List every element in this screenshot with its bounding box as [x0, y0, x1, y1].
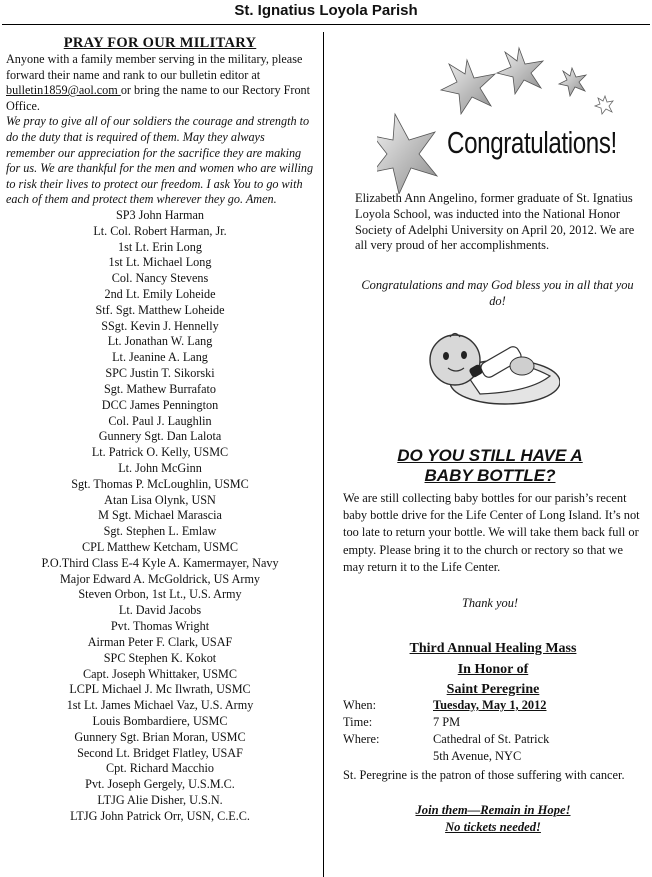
when-label: When: — [343, 698, 377, 712]
small-star-icon — [559, 68, 586, 96]
military-section — [6, 35, 314, 825]
header-divider — [2, 24, 650, 25]
mass-location-line2: 5th Avenue, NYC — [433, 749, 522, 763]
where-label: Where: — [343, 732, 380, 746]
healing-mass-title — [335, 639, 651, 701]
military-name-item: SPC Stephen K. Kokot — [103, 650, 217, 665]
mass-time: 7 PM — [433, 715, 461, 729]
mass-closing-line2: No tickets needed! — [445, 820, 541, 834]
mass-closing — [335, 802, 651, 836]
military-name-item: 1st Lt. Erin Long — [118, 239, 202, 254]
military-name-item: Lt. John McGinn — [118, 460, 202, 475]
military-name-item: LTJG Alie Disher, U.S.N. — [97, 793, 223, 807]
column-divider — [323, 32, 324, 877]
baby-bottle-title-line1: DO YOU STILL HAVE A — [397, 446, 583, 465]
military-name-item: Lt. Jeanine A. Lang — [112, 350, 208, 365]
military-name-item: LCPL Michael J. Mc Ilwrath, USMC — [69, 682, 251, 697]
mass-where-row — [343, 731, 648, 765]
military-name-item: Lt. David Jacobs — [118, 603, 202, 618]
intro-text-start: Anyone with a family member serving in the military, please forward their name and rank to our bulletin editor at — [6, 52, 303, 82]
military-name-item: Gunnery Sgt. Brian Moran, USMC — [74, 729, 246, 744]
military-name-item: DCC James Pennington — [101, 397, 219, 412]
military-name-item: M Sgt. Michael Marascia — [98, 508, 222, 523]
military-name-item: Pvt. Thomas Wright — [110, 619, 210, 634]
congratulations-banner: Congratulations! — [447, 125, 617, 160]
tiny-star-icon — [595, 96, 613, 114]
baby-bottle-title — [335, 446, 645, 486]
military-name-item: 1st Lt. James Michael Vaz, U.S. Army — [66, 698, 254, 713]
bulletin-email-link[interactable]: bulletin1859@aol.com — [6, 83, 121, 98]
military-intro — [6, 52, 314, 114]
time-label: Time: — [343, 715, 373, 729]
military-names-list — [6, 208, 314, 825]
baby-bottle-body: We are still collecting baby bottles for our parish’s recent baby bottle drive for the Life Center of Long Island. It’s not too late to return your bottle. We will take them back full or empty. Please bring it to the church or rectory so that we may return it to the Life Center. — [343, 491, 640, 574]
baby-with-bottle-icon — [410, 332, 560, 410]
military-name-item: Col. Paul J. Laughlin — [108, 413, 212, 428]
military-name-item: 1st Lt. Michael Long — [108, 255, 212, 270]
military-name-item: Gunnery Sgt. Dan Lalota — [98, 429, 222, 444]
military-prayer: We pray to give all of our soldiers the courage and strength to do the duty that is required of them. May they always remember our appreciation for the sacrifice they are making for us. We are thankful for the men and women who are willing to risk their lives to protect our freedom. I ask You to go with each of them and protect them wherever they go. Amen. — [6, 114, 314, 207]
mass-closing-line1: Join them—Remain in Hope! — [415, 803, 571, 817]
large-star-icon — [377, 114, 437, 194]
military-name-item: Atan Lisa Olynk, USN — [104, 492, 216, 507]
intro-text-end: or bring the name to our Rectory Front Office. — [6, 83, 311, 113]
military-name-item: Lt. Col. Robert Harman, Jr. — [93, 223, 227, 238]
military-name-item: Steven Orbon, 1st Lt., U.S. Army — [78, 587, 242, 602]
military-name-item: Louis Bombardiere, USMC — [92, 713, 228, 728]
military-name-item: CPL Matthew Ketcham, USMC — [82, 540, 238, 554]
military-name-item: Sgt. Mathew Burrafato — [103, 381, 217, 396]
military-name-item: Capt. Joseph Whittaker, USMC — [83, 666, 237, 681]
military-name-item: Col. Nancy Stevens — [111, 271, 209, 286]
military-name-item: Airman Peter F. Clark, USAF — [87, 634, 233, 649]
mass-date: Tuesday, May 1, 2012 — [433, 698, 547, 712]
mass-when-row — [343, 697, 648, 714]
star-icon — [497, 48, 543, 94]
military-name-item: 2nd Lt. Emily Loheide — [104, 287, 216, 301]
military-name-item: LTJG John Patrick Orr, USN, C.E.C. — [70, 808, 250, 823]
baby-bottle-thanks: Thank you! — [461, 596, 519, 610]
military-name-item: SSgt. Kevin J. Hennelly — [101, 318, 219, 333]
military-name-item: Lt. Patrick O. Kelly, USMC — [91, 445, 229, 460]
military-name-item: Major Edward A. McGoldrick, US Army — [59, 571, 261, 586]
mass-title-line2: In Honor of — [457, 661, 529, 677]
mass-location-line1: Cathedral of St. Patrick — [433, 732, 550, 746]
military-name-item: Lt. Jonathan W. Lang — [107, 334, 213, 349]
military-title: PRAY FOR OUR MILITARY — [63, 35, 257, 51]
mass-title-line3: Saint Peregrine — [446, 682, 540, 697]
military-name-item: Sgt. Stephen L. Emlaw — [103, 524, 217, 539]
star-icon — [441, 60, 495, 114]
mass-location — [433, 731, 648, 765]
military-name-item: Sgt. Thomas P. McLoughlin, USMC — [71, 476, 249, 491]
military-name-item: SP3 John Harman — [115, 207, 205, 222]
military-name-item: Pvt. Joseph Gergely, U.S.M.C. — [85, 777, 235, 792]
baby-bottle-title-line2: BABY BOTTLE? — [424, 466, 556, 485]
military-name-item: P.O.Third Class E-4 Kyle A. Kamermayer, Navy — [41, 555, 279, 570]
mass-time-row — [343, 714, 648, 731]
mass-details — [343, 697, 648, 765]
military-name-item: Stf. Sgt. Matthew Loheide — [95, 302, 225, 317]
honor-society-announcement: Elizabeth Ann Angelino, former graduate of St. Ignatius Loyola School, was inducted into the National Honor Society of Adelphi University on April 20, 2012. We are all very proud of her accomplishments. — [355, 191, 635, 253]
military-name-item: SPC Justin T. Sikorski — [105, 366, 215, 381]
military-name-item: Cpt. Richard Macchio — [106, 761, 214, 776]
congratulations-stars-graphic — [377, 44, 647, 194]
parish-header: St. Ignatius Loyola Parish — [234, 2, 418, 19]
congratulations-closing: Congratulations and may God bless you in all that you do! — [361, 278, 634, 308]
military-name-item: Second Lt. Bridget Flatley, USAF — [77, 745, 243, 760]
saint-peregrine-patron: St. Peregrine is the patron of those suffering with cancer. — [343, 768, 625, 782]
mass-title-line1: Third Annual Healing Mass — [409, 641, 577, 656]
